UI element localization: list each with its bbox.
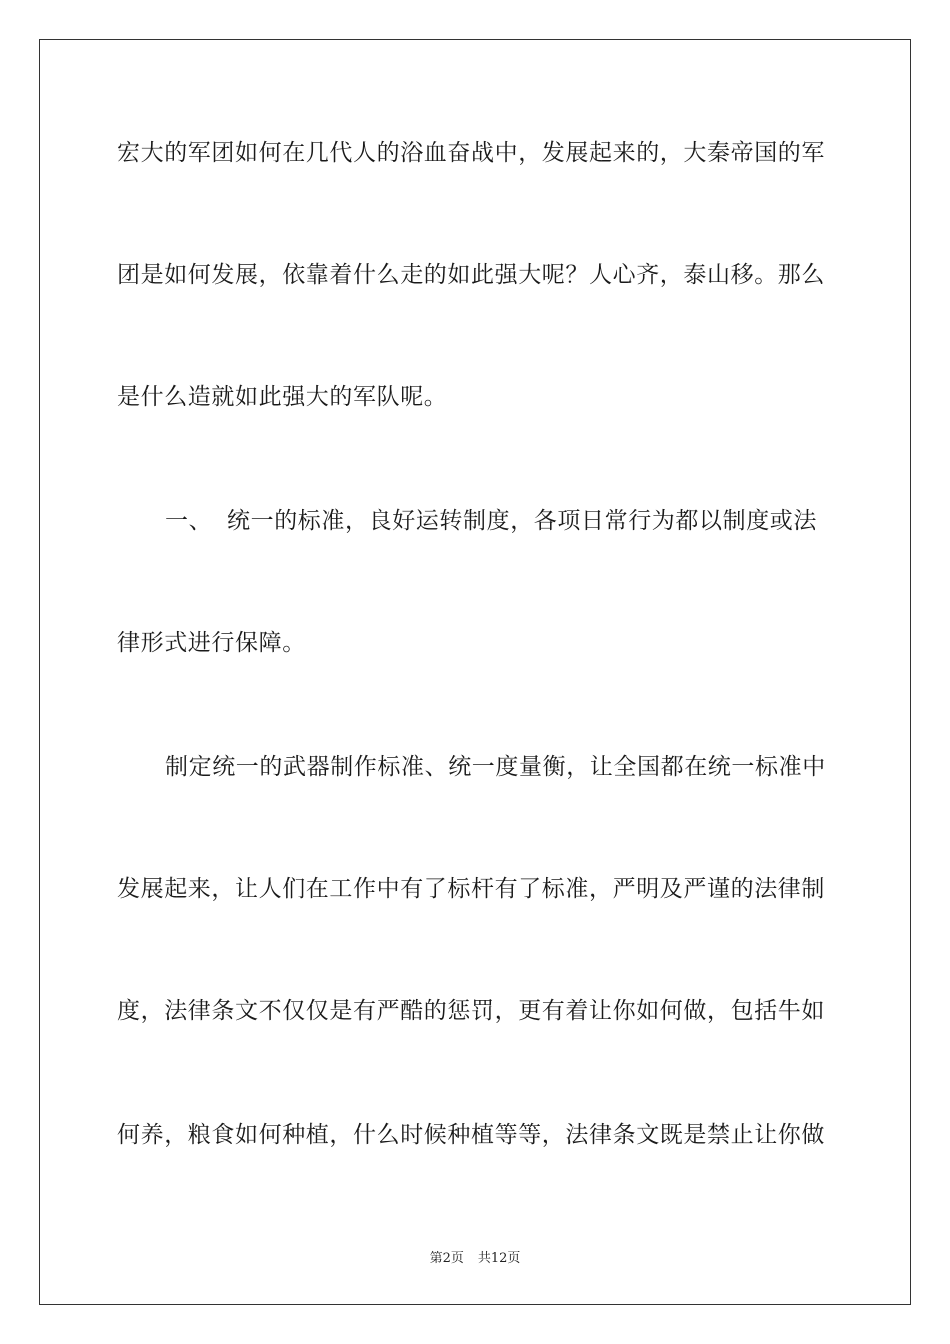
body-line-9: 何养，粮食如何种植，什么时候种植等等，法律条文既是禁止让你做 xyxy=(117,1122,825,1148)
paragraph-start xyxy=(117,752,833,782)
body-line-6: 制定统一的武器制作标准、统一度量衡，让全国都在统一标准中 xyxy=(165,754,826,780)
page-total: 共12页 xyxy=(477,1251,521,1266)
body-line-3: 是什么造就如此强大的军队呢。 xyxy=(117,384,448,410)
section-marker: 一、 xyxy=(165,508,213,534)
body-line-1: 宏大的军团如何在几代人的浴血奋战中，发展起来的，大秦帝国的军 xyxy=(117,140,825,166)
body-line-8: 度，法律条文不仅仅是有严酷的惩罚，更有着让你如何做，包括牛如 xyxy=(117,998,825,1024)
body-line-5: 律形式进行保障。 xyxy=(117,630,306,656)
page-footer xyxy=(0,1247,950,1266)
page-number: 第2页 xyxy=(429,1251,464,1266)
body-line-2: 团是如何发展，依靠着什么走的如此强大呢？人心齐，泰山移。那么 xyxy=(117,262,825,288)
section-heading-text: 统一的标准，良好运转制度，各项日常行为都以制度或法 xyxy=(227,508,817,534)
page-border xyxy=(39,39,911,1305)
body-line-7: 发展起来，让人们在工作中有了标杆有了标准，严明及严谨的法律制 xyxy=(117,876,825,902)
section-heading xyxy=(117,506,833,536)
